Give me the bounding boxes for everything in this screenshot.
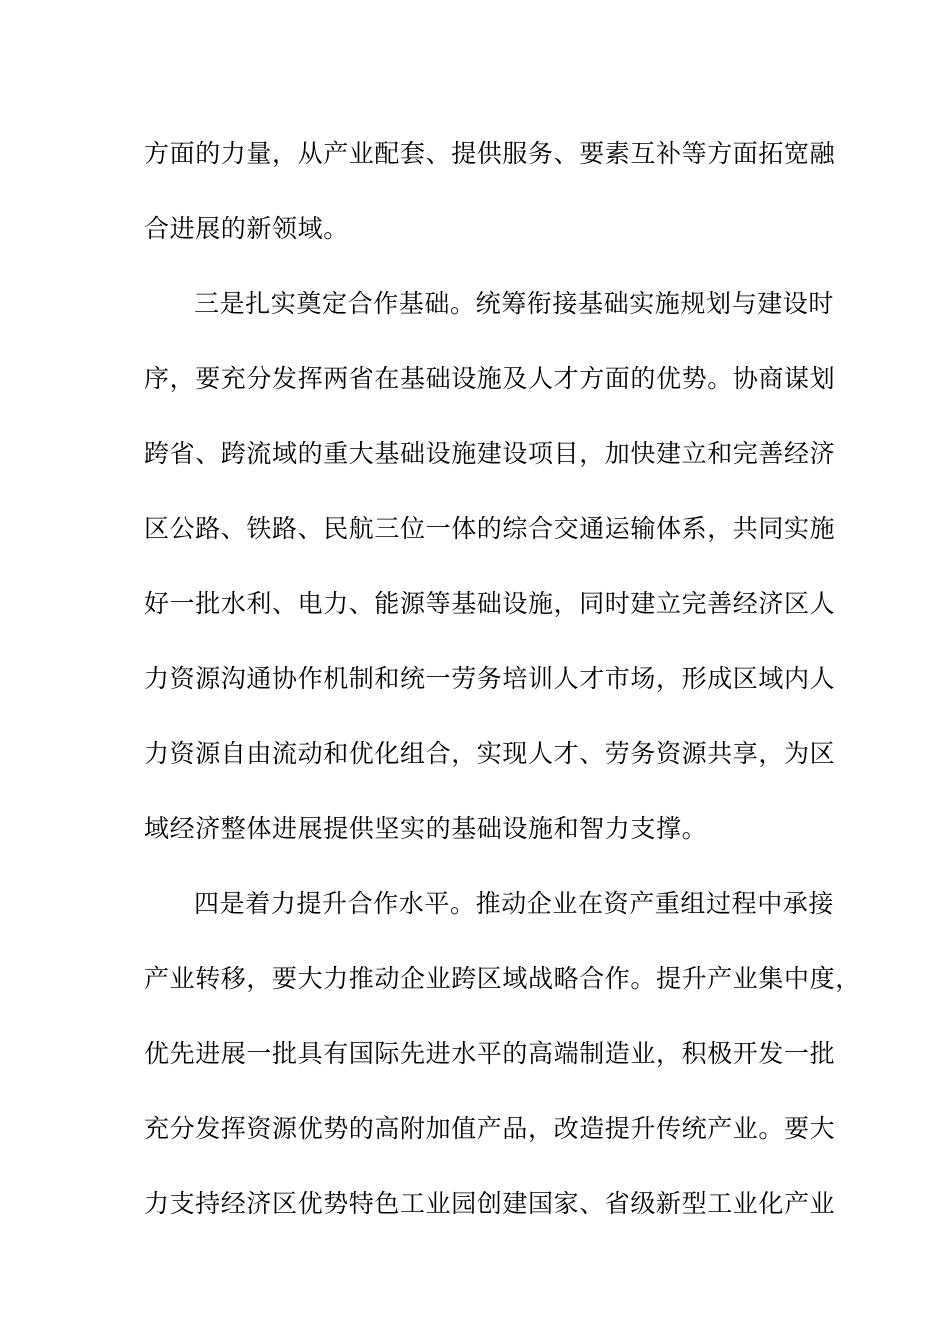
text-line: 力资源自由流动和优化组合，实现人才、劳务资源共享，为区 bbox=[144, 739, 836, 768]
text-line: 好一批水利、电力、能源等基础设施，同时建立完善经济区人 bbox=[144, 589, 836, 618]
text-line: 充分发挥资源优势的高附加值产品，改造提升传统产业。要大 bbox=[144, 1114, 836, 1143]
text-line: 域经济整体进展提供坚实的基础设施和智力支撑。 bbox=[144, 814, 708, 843]
text-line: 方面的力量，从产业配套、提供服务、要素互补等方面拓宽融 bbox=[144, 139, 836, 168]
text-line: 跨省、跨流域的重大基础设施建设项目，加快建立和完善经济 bbox=[144, 439, 836, 468]
text-line: 力支持经济区优势特色工业园创建国家、省级新型工业化产业 bbox=[144, 1189, 836, 1218]
text-line: 产业转移，要大力推动企业跨区域战略合作。提升产业集中度， bbox=[144, 964, 861, 993]
text-line: 力资源沟通协作机制和统一劳务培训人才市场，形成区域内人 bbox=[144, 664, 836, 693]
paragraph-start-line: 三是扎实奠定合作基础。统筹衔接基础实施规划与建设时 bbox=[194, 289, 835, 318]
text-line: 序，要充分发挥两省在基础设施及人才方面的优势。协商谋划 bbox=[144, 364, 836, 393]
paragraph-start-line: 四是着力提升合作水平。推动企业在资产重组过程中承接 bbox=[194, 889, 835, 918]
text-line: 优先进展一批具有国际先进水平的高端制造业，积极开发一批 bbox=[144, 1039, 836, 1068]
text-line: 区公路、铁路、民航三位一体的综合交通运输体系，共同实施 bbox=[144, 514, 836, 543]
document-body bbox=[144, 126, 861, 1251]
text-line: 合进展的新领域。 bbox=[144, 214, 349, 243]
